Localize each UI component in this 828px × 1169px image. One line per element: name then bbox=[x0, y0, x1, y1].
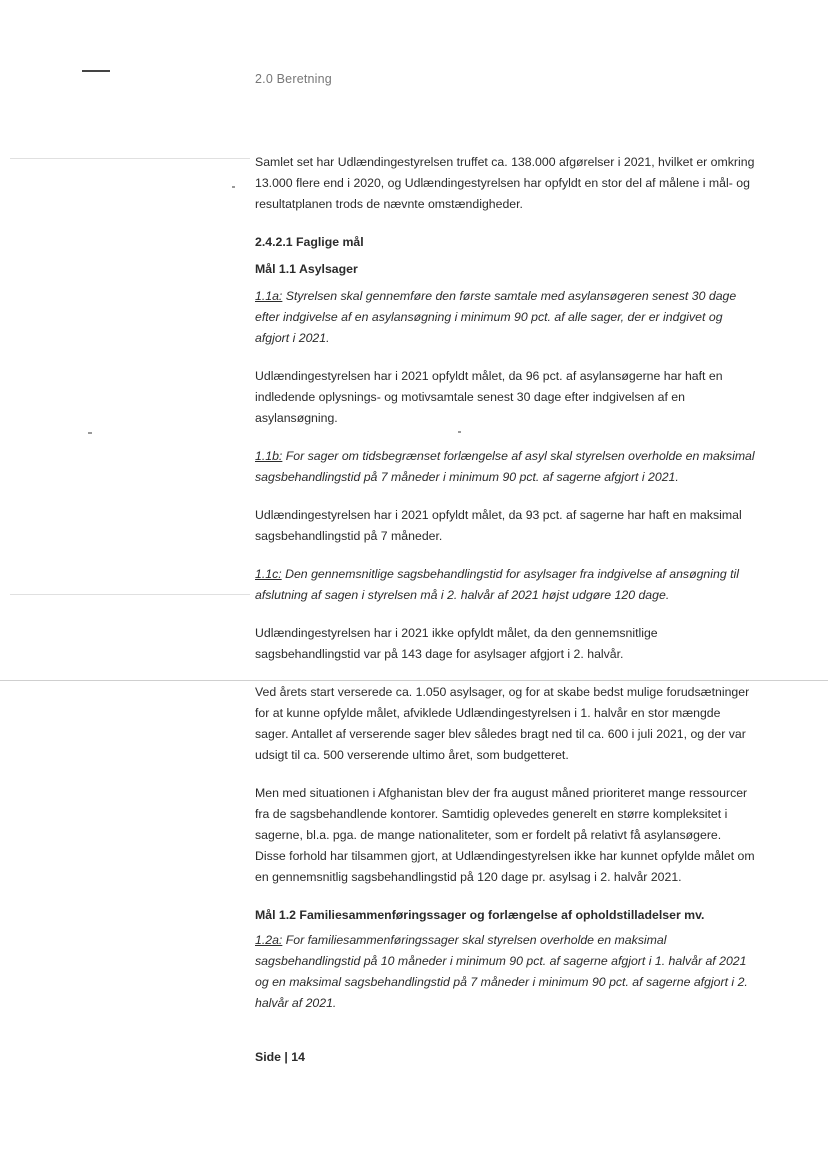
goal-1-1c-result: Udlændingestyrelsen har i 2021 ikke opfyldt målet, da den gennemsnitlige sagsbehandlingstid var på 143 dage for asylsager afgjort i 2. halvår. bbox=[255, 626, 658, 661]
goal-tag: 1.1a: bbox=[255, 289, 283, 303]
goal-1-2a-text bbox=[255, 930, 755, 1014]
explanation-paragraph: Men med situationen i Afghanistan blev der fra august måned prioriteret mange ressourcer fra de sagsbehandlende kontorer. Samtidig oplevedes generelt en større kompleksitet i sagerne, bl.a. pga. de mange nationaliteter, som er fordelt på relativt få asylansøgere. Disse forhold har tilsammen gjort, at Udlændingestyrelsen ikke har kunnet opfylde målet om en gennemsnitlig sagsbehandlingstid på 120 dage pr. asylsag i 2. halvår 2021. bbox=[255, 786, 755, 884]
goal-1-1c-text bbox=[255, 564, 755, 606]
goal-tag: 1.1b: bbox=[255, 449, 283, 463]
goal-description: For familiesammenføringssager skal styrelsen overholde en maksimal sagsbehandlingstid på 10 måneder i minimum 90 pct. af sagerne afgjort i 1. halvår af 2021 og en maksimal sagsbehandlingstid på 7 måneder i minimum 90 pct. af sagerne afgjort i 2. halvår af 2021. bbox=[255, 933, 748, 1010]
goal-1-1-heading: Mål 1.1 Asylsager bbox=[255, 262, 358, 276]
document-body bbox=[255, 152, 755, 1014]
goal-tag: 1.1c: bbox=[255, 567, 282, 581]
header-rule bbox=[82, 70, 110, 72]
explanation-paragraph: Ved årets start verserede ca. 1.050 asylsager, og for at skabe bedst mulige forudsætninger for at kunne opfylde målet, afviklede Udlændingestyrelsen i 1. halvår en stor mængde sager. Antallet af verserende sager blev således bragt ned til ca. 600 i juli 2021, og der var udsigt til ca. 500 verserende ultimo året, som budgetteret. bbox=[255, 685, 750, 762]
scan-line-middle bbox=[10, 594, 250, 595]
goal-1-1b-text bbox=[255, 446, 755, 488]
section-header: 2.0 Beretning bbox=[255, 72, 332, 86]
page-number: Side | 14 bbox=[255, 1050, 305, 1064]
intro-paragraph: Samlet set har Udlændingestyrelsen truffet ca. 138.000 afgørelser i 2021, hvilket er omkring 13.000 flere end i 2020, og Udlændingestyrelsen har opfyldt en stor del af målene i mål- og resultatplanen trods de nævnte omstændigheder. bbox=[255, 155, 755, 211]
scan-line-top bbox=[10, 158, 250, 159]
goal-description: Den gennemsnitlige sagsbehandlingstid for asylsager fra indgivelse af ansøgning til afslutning af sagen i styrelsen må i 2. halvår af 2021 højst udgøre 120 dage. bbox=[255, 567, 739, 602]
goal-1-2-heading: Mål 1.2 Familiesammenføringssager og forlængelse af opholdstilladelser mv. bbox=[255, 908, 705, 922]
goal-description: For sager om tidsbegrænset forlængelse af asyl skal styrelsen overholde en maksimal sagsbehandlingstid på 7 måneder i minimum 90 pct. af sagerne afgjort i 2021. bbox=[255, 449, 755, 484]
section-heading: 2.4.2.1 Faglige mål bbox=[255, 235, 364, 249]
goal-tag: 1.2a: bbox=[255, 933, 283, 947]
goal-1-1b-result: Udlændingestyrelsen har i 2021 opfyldt målet, da 93 pct. af sagerne har haft en maksimal sagsbehandlingstid på 7 måneder. bbox=[255, 508, 742, 543]
scan-speck bbox=[232, 186, 235, 188]
scan-speck bbox=[88, 432, 92, 434]
goal-1-1a-result: Udlændingestyrelsen har i 2021 opfyldt målet, da 96 pct. af asylansøgerne har haft en indledende oplysnings- og motivsamtale senest 30 dage efter indgivelsen af en asylansøgning. bbox=[255, 369, 723, 425]
goal-description: Styrelsen skal gennemføre den første samtale med asylansøgeren senest 30 dage efter indgivelse af en asylansøgning i minimum 90 pct. af alle sager, der er indgivet og afgjort i 2021. bbox=[255, 289, 737, 345]
goal-1-1a-text bbox=[255, 286, 755, 349]
